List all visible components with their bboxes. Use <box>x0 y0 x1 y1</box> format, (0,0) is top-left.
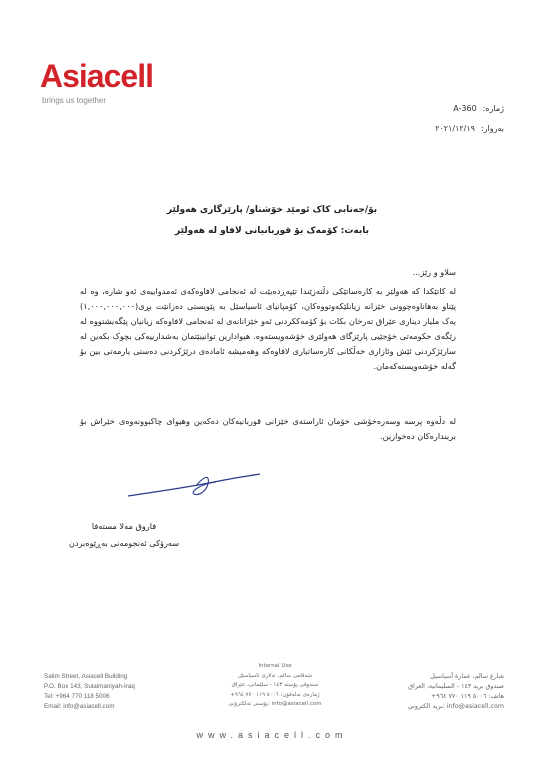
subject-line: بابەت: کۆمەک بۆ قوربانیانی لافاو لە هەولێر <box>175 226 369 236</box>
footer-phone: Tel: +964 770 118 5006 <box>44 693 110 700</box>
logo-tagline: brings us together <box>42 96 107 105</box>
footer-email: info@asiacell.com :پۆستی ئەلکترۆنی <box>228 701 322 707</box>
number-label: ژمارە: <box>482 104 504 113</box>
addressee-line: بۆ/جەنابی کاک ئومێد خۆشناو/ پارێزگاری هەولێر <box>166 205 378 215</box>
footer-address-line: شەقامی سالم، تەلاری ئاسیاسێل <box>237 672 313 679</box>
signer-title: سەرۆکی ئەنجومەنی بەڕێوەبردن <box>68 538 180 548</box>
footer-address-english <box>44 672 135 712</box>
number-value: A-360 <box>453 104 477 113</box>
footer-email: Email: info@asiacell.com <box>44 703 115 710</box>
logo-wordmark: Asiacell <box>40 58 153 94</box>
greeting: سلاو و رێز... <box>412 267 456 277</box>
footer-address-line: صندوق بريد ١٤٣ - السليمانية، العراق <box>408 683 504 690</box>
reference-number <box>453 104 504 113</box>
footer-address-line: Salim Street, Asiacell Building <box>44 673 128 680</box>
footer-email: info@asiacell.com :بريد الكتروني <box>407 703 504 710</box>
footer-phone: هاتف: ٥٠٠٦ ١١٩ ٧٧٠ ٩٦٤+ <box>431 693 504 700</box>
footer-address-kurdish <box>200 662 350 710</box>
footer-phone: ژمارەی تەلەفۆن: ٥٠٠٦ ١١٩ ٧٧٠ ٩٦٤+ <box>230 691 320 698</box>
date-label: بەروار: <box>480 124 504 133</box>
footer-address-line: شارع سالم، عمارة آسياسيل <box>430 673 504 680</box>
footer-address-arabic <box>408 672 504 712</box>
footer-website: www.asiacell.com <box>196 730 348 740</box>
asiacell-logo <box>40 52 170 112</box>
signer-name: فاروق مەلا مستەفا <box>91 521 157 531</box>
body-paragraph-1: لە کاتێکدا کە هەولێر بە کارەساتێکی دڵتەزێندا تێپەڕدەبێت لە ئەنجامی لافاوەکەی ئەمدواییەی ئەو شارە، وە لە پێناو بەهاناوەچوونی خێزانە زیانلێکەوتووەکان، کۆمپانیای ئاسیاسێل بە پێویستی دەزانێت بڕی(١,٠٠٠,٠٠٠,٠٠٠) یەک ملیار دیناری عێراق تەرخان بکات بۆ کۆمەککردنی ئەو خێزانانەی لە ئەنجامی لافاوەکە زیانیان پێگەیشتووە لە رێگەی حکومەتی خۆجێیی پارێزگای هەولێری خۆشەویستەوە. هیوادارین توانیبێتمان بەشدارییەکی بچوک بکەین لە سارێژکردنی ئێش وئازاری خەڵکانی کارەساتباری لافاوەکە وهەمیشە ئامادەی درێژکردنی دەستی یارمەتی بین بۆ گەلە خۆشەویستەکەمان. <box>80 286 456 371</box>
footer-internal-use: Internal Use <box>258 663 292 669</box>
footer-address-line: P.O. Box 143, Sulaimaniyah-Iraq <box>44 683 135 690</box>
body-paragraph-2: لە دڵەوە پرسە وسەرەخۆشی خۆمان ئاراستەی خێزانی قوربانیەکان دەکەین وهیوای چاکبوونەوەی خێراش بۆ بریندارەکان دەخوازین. <box>80 416 456 441</box>
date-value: ٢٠٢١/١٢/١٩ <box>435 124 475 133</box>
footer-address-line: سندوقی پۆستە ١٤٣ - سلێمانی، عێراق <box>231 682 319 688</box>
handwritten-signature <box>124 466 264 506</box>
letter-date <box>435 124 504 133</box>
